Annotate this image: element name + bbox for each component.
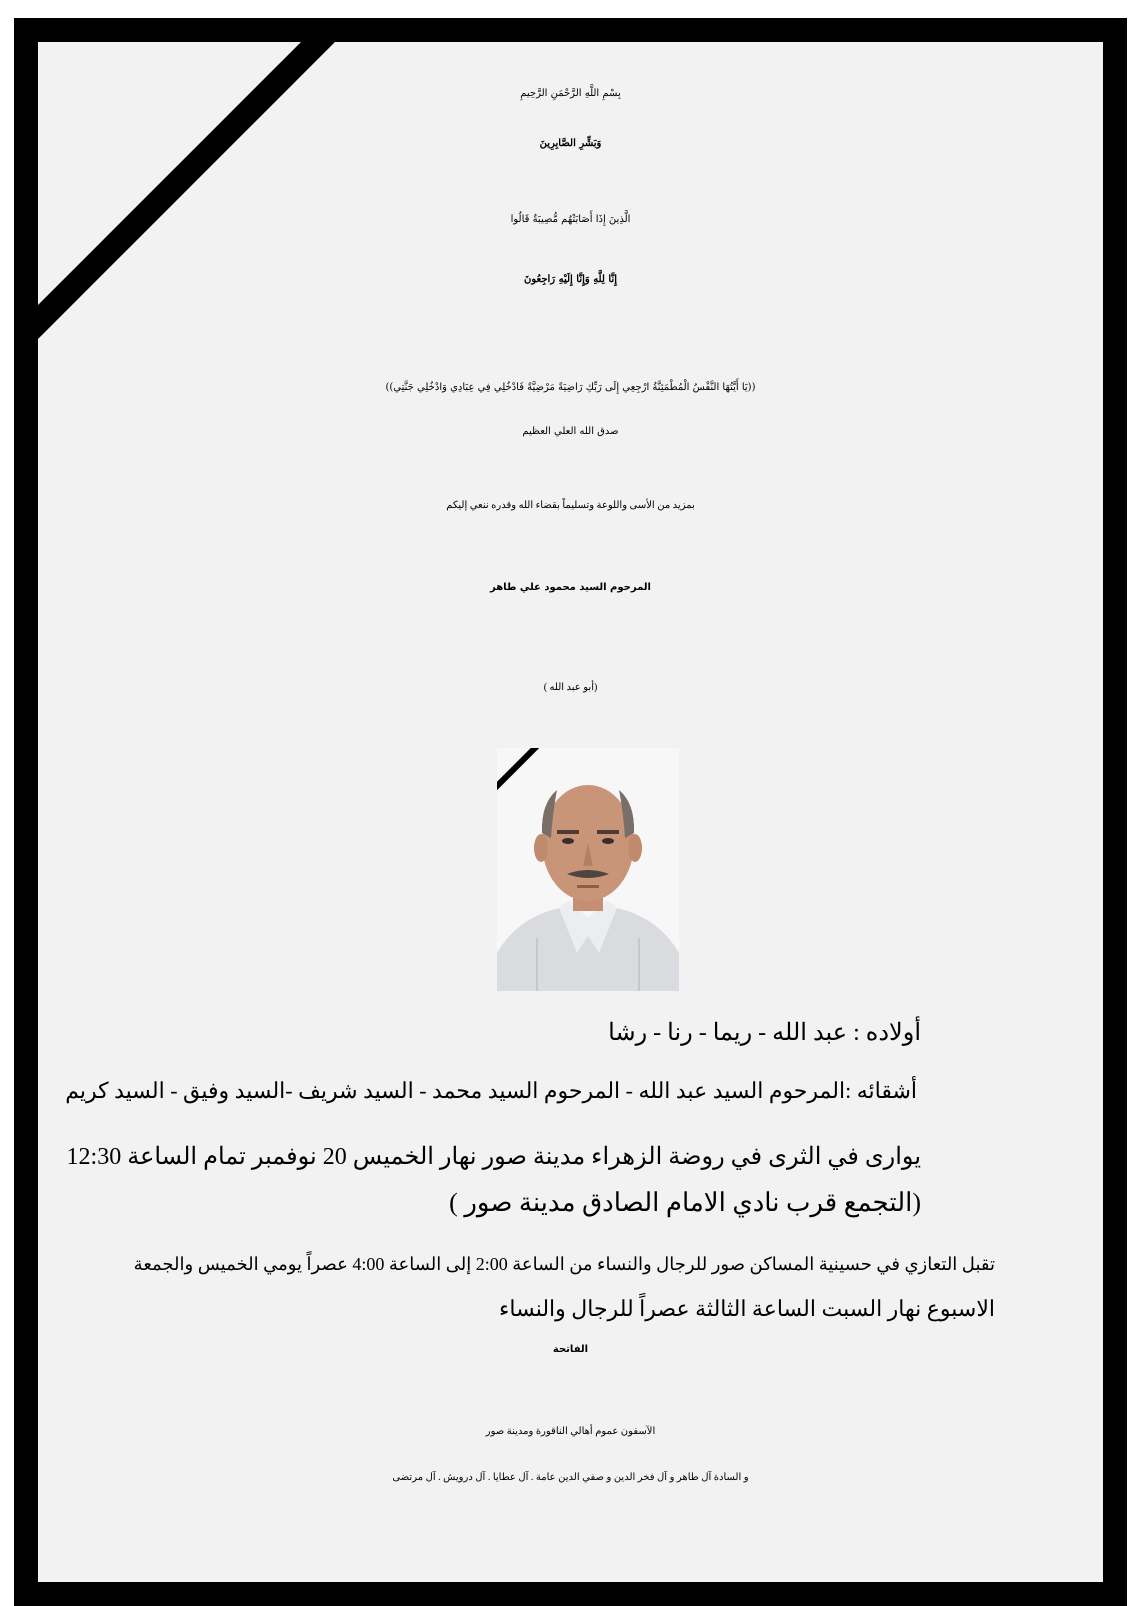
quran-verse-nafs-mutmainna: ((يَا أَيَّتُهَا النَّفْسُ الْمُطْمَئِنَّةُ ارْجِعِي إِلَى رَبِّكِ رَاضِيَةً مَرْضِيَّةً فَادْخُلِي فِي عِبَادِي وَادْخُلِي جَنَّتِي)) <box>385 382 756 393</box>
quran-verse-alladhina: الَّذِينَ إِذَا أَصَابَتْهُم مُّصِيبَةٌ قَالُوا <box>510 214 631 225</box>
gathering-location: (التجمع قرب نادي الامام الصادق مدينة صور ) <box>449 1188 921 1217</box>
fatiha-heading: الفاتحة <box>552 1344 589 1355</box>
sadaqa-allah: صدق الله العلي العظيم <box>522 426 619 437</box>
mourning-frame <box>14 18 1127 1606</box>
announcement-intro: بمزيد من الأسى واللوعة وتسليماً بقضاء الله وقدره ننعي إليكم <box>446 500 695 511</box>
condolences-info: تقبل التعازي في حسينية المساكن صور للرجال والنساء من الساعة 2:00 إلى الساعة 4:00 عصراً يومي الخميس والجمعة <box>133 1254 995 1274</box>
quran-verse-inna-lillah: إِنَّا لِلَّهِ وَإِنَّا إِلَيْهِ رَاجِعُونَ <box>523 274 618 285</box>
basmala: بِسْمِ اللَّهِ الرَّحْمَنِ الرَّحِيمِ <box>520 88 621 99</box>
deceased-kunya: (أبو عبد الله ) <box>543 682 598 693</box>
obituary-content <box>38 42 1103 1582</box>
deceased-name: المرحوم السيد محمود علي طاهر <box>490 582 651 593</box>
children-list: أولاده : عبد الله - ريما - رنا - رشا <box>608 1020 921 1046</box>
week-memorial-info: الاسبوع نهار السبت الساعة الثالثة عصراً للرجال والنساء <box>499 1296 995 1321</box>
quran-verse-wabashir: وَبَشِّرِ الصَّابِرِينَ <box>539 138 602 149</box>
mourners-line-1: الآسفون عموم أهالي الناقورة ومدينة صور <box>485 1426 656 1437</box>
burial-info: يوارى في الثرى في روضة الزهراء مدينة صور نهار الخميس 20 نوفمبر تمام الساعة 12:30 <box>66 1144 921 1170</box>
mourners-line-2: و السادة آل طاهر و آل فخر الدين و صفي الدين عامة . آل عطايا . آل درويش . آل مرتضى <box>392 1472 749 1483</box>
siblings-list: أشقائه :المرحوم السيد عبد الله - المرحوم السيد محمد - السيد شريف -السيد وفيق - السيد كريم <box>65 1078 917 1103</box>
deceased-photo <box>497 748 679 991</box>
